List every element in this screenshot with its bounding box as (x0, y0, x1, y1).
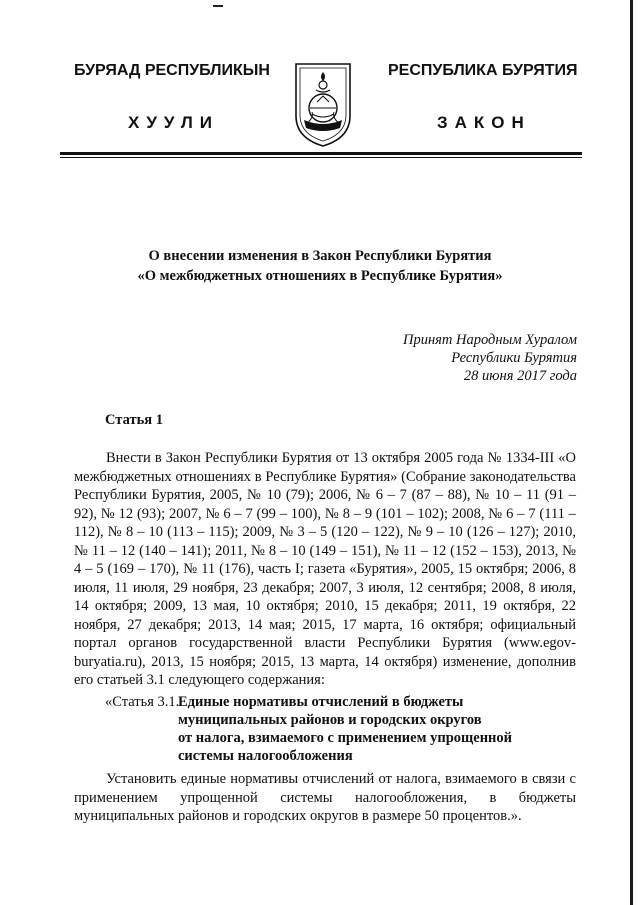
header-rule-thick (60, 152, 582, 155)
new-article-prefix: «Статья 3.1. (105, 694, 180, 710)
header-left-title: БУРЯАД РЕСПУБЛИКЫН (74, 62, 270, 79)
header-right-subtitle: ЗАКОН (437, 113, 531, 132)
header-rule-thin (60, 157, 582, 158)
new-article-heading-line1: Единые нормативы отчислений в бюджеты (178, 694, 464, 710)
law-title-line2: «О межбюджетных отношениях в Республике Бурятия» (137, 268, 503, 284)
new-article-heading-line2: муниципальных районов и городских округов (178, 712, 482, 728)
adoption-line2: Республики Бурятия (451, 350, 577, 366)
scan-edge (630, 0, 633, 905)
adoption-date: 28 июня 2017 года (463, 368, 577, 384)
new-article-heading (178, 693, 513, 765)
new-article-heading-line3: от налога, взимаемого с применением упрощенной (178, 730, 513, 746)
header-left-subtitle: ХУУЛИ (128, 113, 219, 132)
adoption-note (403, 331, 577, 385)
article-1-heading: Статья 1 (105, 412, 163, 428)
new-article-text: Установить единые нормативы отчислений от налога, взимаемого в связи с применением упрощенной системы налогообложения, в бюджеты муниципальных районов и городских округов в размере 50 процентов.». (74, 771, 576, 824)
header-right-title: РЕСПУБЛИКА БУРЯТИЯ (388, 62, 578, 79)
law-title (0, 246, 640, 286)
law-title-line1: О внесении изменения в Закон Республики Бурятия (148, 248, 492, 264)
new-article-heading-line4: системы налогообложения (178, 748, 353, 764)
adoption-line1: Принят Народным Хуралом (402, 332, 577, 348)
article-1-text: Внести в Закон Республики Бурятия от 13 октября 2005 года № 1334-III «О межбюджетных отношениях в Республике Бурятия» (Собрание законодательства Республики Бурятия, 2005, № 10 (79); 2006, № 6 – 7 (87 – 88), № 10 – 11 (91 – 92), № 12 (93); 2007, № 6 – 7 (99 – 100), № 8 – 9 (101 – 102); 2008, № 6 – 7 (111 – 112), № 8 – 10 (113 – 115); 2009, № 3 – 5 (120 – 122), № 9 – 10 (126 – 127); 2010, № 11 – 12 (140 – 141); 2011, № 8 – 10 (149 – 151), № 11 – 12 (152 – 153), 2013, № 4 – 5 (169 – 170), № 11 (176), часть I; газета «Бурятия», 2005, 15 октября; 2006, 8 июля, 11 июля, 29 ноября, 23 декабря; 2007, 3 июля, 12 сентября; 2008, 8 июля, 14 октября; 2009, 13 мая, 10 октября; 2010, 15 декабря; 2011, 19 октября, 22 ноября, 27 декабря; 2013, 14 мая; 2015, 17 марта, 16 октября; официальный портал органов государственной власти Республики Бурятия (www.egov-buryatia.ru), 2013, 15 ноября; 2015, 13 марта, 14 октября) изменение, дополнив его статьей 3.1 следующего содержания: (74, 450, 576, 688)
scan-mark (213, 5, 223, 7)
coat-of-arms-icon (292, 58, 354, 148)
